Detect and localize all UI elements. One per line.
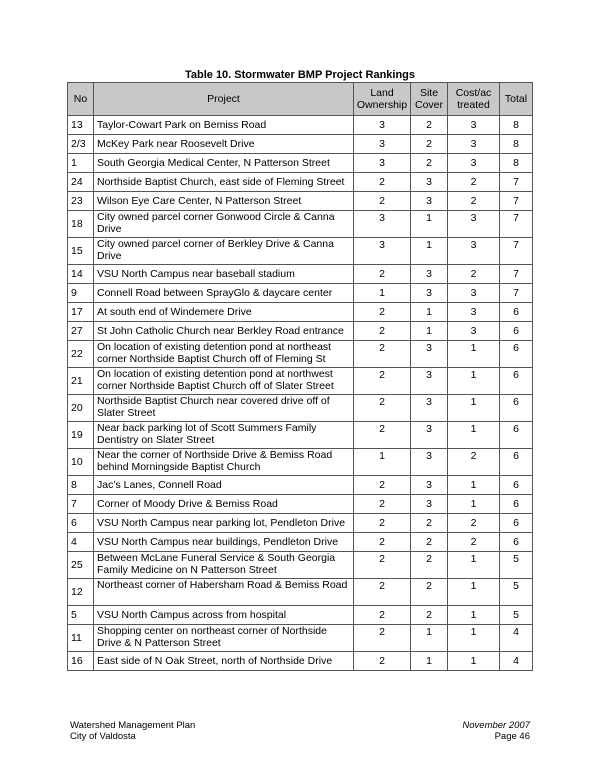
cell-cost-ac-treated: 3 (448, 154, 500, 173)
cell-cost-ac-treated: 3 (448, 238, 500, 265)
cell-no: 18 (68, 211, 94, 238)
cell-site-cover: 2 (411, 116, 448, 135)
cell-land-ownership: 2 (354, 476, 411, 495)
cell-project: City owned parcel corner of Berkley Drive & Canna Drive (94, 238, 354, 265)
table-row (68, 341, 533, 368)
cell-project: St John Catholic Church near Berkley Road entrance (94, 322, 354, 341)
table-row (68, 173, 533, 192)
cell-land-ownership: 2 (354, 192, 411, 211)
project-rankings-table (67, 82, 533, 671)
cell-cost-ac-treated: 1 (448, 606, 500, 625)
cell-no: 11 (68, 625, 94, 652)
cell-project: South Georgia Medical Center, N Patterson Street (94, 154, 354, 173)
cell-no: 19 (68, 422, 94, 449)
cell-project: On location of existing detention pond at northwest corner Northside Baptist Church off of Slater Street (94, 368, 354, 395)
cell-no: 6 (68, 514, 94, 533)
cell-site-cover: 2 (411, 154, 448, 173)
cell-cost-ac-treated: 2 (448, 449, 500, 476)
cell-site-cover: 3 (411, 395, 448, 422)
table-row (68, 265, 533, 284)
cell-site-cover: 3 (411, 368, 448, 395)
header-project: Project (94, 83, 354, 116)
table-row (68, 652, 533, 671)
cell-cost-ac-treated: 1 (448, 552, 500, 579)
cell-project: On location of existing detention pond at northeast corner Northside Baptist Church off of Fleming St (94, 341, 354, 368)
cell-land-ownership: 2 (354, 341, 411, 368)
cell-land-ownership: 1 (354, 449, 411, 476)
cell-no: 21 (68, 368, 94, 395)
cell-site-cover: 1 (411, 625, 448, 652)
table-row (68, 192, 533, 211)
cell-no: 9 (68, 284, 94, 303)
cell-total: 4 (500, 625, 533, 652)
cell-no: 12 (68, 579, 94, 606)
cell-land-ownership: 3 (354, 211, 411, 238)
cell-project: Northside Baptist Church, east side of Fleming Street (94, 173, 354, 192)
cell-land-ownership: 2 (354, 368, 411, 395)
cell-no: 20 (68, 395, 94, 422)
cell-cost-ac-treated: 1 (448, 652, 500, 671)
cell-no: 5 (68, 606, 94, 625)
cell-project: Between McLane Funeral Service & South Georgia Family Medicine on N Patterson Street (94, 552, 354, 579)
cell-cost-ac-treated: 2 (448, 192, 500, 211)
cell-land-ownership: 2 (354, 265, 411, 284)
cell-site-cover: 2 (411, 514, 448, 533)
cell-total: 6 (500, 303, 533, 322)
table-row (68, 284, 533, 303)
cell-project: Near back parking lot of Scott Summers Family Dentistry on Slater Street (94, 422, 354, 449)
cell-cost-ac-treated: 1 (448, 395, 500, 422)
cell-land-ownership: 3 (354, 135, 411, 154)
cell-site-cover: 1 (411, 211, 448, 238)
cell-project: Taylor-Cowart Park on Bemiss Road (94, 116, 354, 135)
cell-cost-ac-treated: 1 (448, 422, 500, 449)
table-row (68, 552, 533, 579)
cell-total: 7 (500, 284, 533, 303)
cell-total: 6 (500, 422, 533, 449)
cell-no: 1 (68, 154, 94, 173)
cell-land-ownership: 2 (354, 303, 411, 322)
cell-site-cover: 1 (411, 303, 448, 322)
table-row (68, 395, 533, 422)
cell-site-cover: 1 (411, 238, 448, 265)
cell-land-ownership: 3 (354, 116, 411, 135)
cell-cost-ac-treated: 3 (448, 284, 500, 303)
cell-no: 16 (68, 652, 94, 671)
cell-site-cover: 3 (411, 449, 448, 476)
cell-land-ownership: 2 (354, 625, 411, 652)
cell-site-cover: 1 (411, 652, 448, 671)
cell-cost-ac-treated: 1 (448, 341, 500, 368)
cell-land-ownership: 2 (354, 514, 411, 533)
cell-no: 10 (68, 449, 94, 476)
cell-land-ownership: 1 (354, 284, 411, 303)
cell-no: 23 (68, 192, 94, 211)
cell-land-ownership: 3 (354, 154, 411, 173)
cell-no: 4 (68, 533, 94, 552)
cell-total: 6 (500, 495, 533, 514)
cell-site-cover: 3 (411, 422, 448, 449)
table-row (68, 322, 533, 341)
cell-site-cover: 3 (411, 192, 448, 211)
cell-land-ownership: 2 (354, 322, 411, 341)
cell-project: Near the corner of Northside Drive & Bemiss Road behind Morningside Baptist Church (94, 449, 354, 476)
table-title: Table 10. Stormwater BMP Project Rankings (184, 69, 416, 81)
cell-cost-ac-treated: 3 (448, 211, 500, 238)
table-row (68, 579, 533, 606)
table-row (68, 368, 533, 395)
cell-project: VSU North Campus near baseball stadium (94, 265, 354, 284)
cell-site-cover: 3 (411, 284, 448, 303)
cell-total: 7 (500, 211, 533, 238)
cell-project: VSU North Campus near buildings, Pendleton Drive (94, 533, 354, 552)
cell-project: Shopping center on northeast corner of Northside Drive & N Patterson Street (94, 625, 354, 652)
footer-document-name: Watershed Management Plan (70, 720, 196, 731)
footer-left (70, 720, 195, 742)
table-row (68, 116, 533, 135)
cell-project: Corner of Moody Drive & Bemiss Road (94, 495, 354, 514)
cell-total: 7 (500, 238, 533, 265)
cell-total: 6 (500, 395, 533, 422)
cell-site-cover: 3 (411, 265, 448, 284)
cell-total: 7 (500, 265, 533, 284)
cell-total: 6 (500, 514, 533, 533)
cell-land-ownership: 3 (354, 238, 411, 265)
cell-no: 2/3 (68, 135, 94, 154)
cell-cost-ac-treated: 3 (448, 322, 500, 341)
cell-total: 8 (500, 154, 533, 173)
cell-site-cover: 3 (411, 476, 448, 495)
cell-site-cover: 2 (411, 135, 448, 154)
cell-no: 15 (68, 238, 94, 265)
table-row (68, 211, 533, 238)
cell-site-cover: 2 (411, 606, 448, 625)
cell-land-ownership: 2 (354, 422, 411, 449)
cell-project: East side of N Oak Street, north of Northside Drive (94, 652, 354, 671)
cell-cost-ac-treated: 3 (448, 116, 500, 135)
cell-no: 7 (68, 495, 94, 514)
table-row (68, 238, 533, 265)
cell-cost-ac-treated: 1 (448, 368, 500, 395)
cell-site-cover: 1 (411, 322, 448, 341)
cell-project: Northside Baptist Church near covered drive off of Slater Street (94, 395, 354, 422)
cell-total: 6 (500, 341, 533, 368)
cell-no: 25 (68, 552, 94, 579)
cell-cost-ac-treated: 3 (448, 303, 500, 322)
cell-land-ownership: 2 (354, 495, 411, 514)
cell-land-ownership: 2 (354, 395, 411, 422)
cell-cost-ac-treated: 1 (448, 476, 500, 495)
table-row (68, 606, 533, 625)
table-row (68, 422, 533, 449)
cell-total: 7 (500, 173, 533, 192)
footer-organization: City of Valdosta (70, 731, 136, 742)
cell-project: City owned parcel corner Gonwood Circle & Canna Drive (94, 211, 354, 238)
header-total: Total (500, 83, 533, 116)
cell-total: 6 (500, 533, 533, 552)
cell-no: 13 (68, 116, 94, 135)
cell-project: Northeast corner of Habersham Road & Bemiss Road (94, 579, 354, 606)
table-row (68, 154, 533, 173)
cell-site-cover: 3 (411, 341, 448, 368)
cell-site-cover: 2 (411, 533, 448, 552)
cell-land-ownership: 2 (354, 173, 411, 192)
cell-no: 24 (68, 173, 94, 192)
cell-no: 22 (68, 341, 94, 368)
table-row (68, 533, 533, 552)
cell-no: 27 (68, 322, 94, 341)
cell-cost-ac-treated: 1 (448, 625, 500, 652)
cell-total: 5 (500, 606, 533, 625)
cell-land-ownership: 2 (354, 552, 411, 579)
cell-land-ownership: 2 (354, 652, 411, 671)
cell-site-cover: 3 (411, 173, 448, 192)
cell-total: 8 (500, 135, 533, 154)
footer-date: November 2007 (462, 720, 530, 731)
cell-total: 6 (500, 368, 533, 395)
cell-cost-ac-treated: 1 (448, 579, 500, 606)
header-no: No (68, 83, 94, 116)
cell-no: 8 (68, 476, 94, 495)
header-site-cover: Site Cover (411, 83, 448, 116)
table-row (68, 476, 533, 495)
cell-land-ownership: 2 (354, 533, 411, 552)
cell-site-cover: 2 (411, 552, 448, 579)
table-body (68, 116, 533, 671)
cell-no: 14 (68, 265, 94, 284)
cell-total: 6 (500, 322, 533, 341)
cell-total: 5 (500, 579, 533, 606)
table-header-row (68, 83, 533, 116)
cell-site-cover: 3 (411, 495, 448, 514)
footer-page-number: Page 46 (494, 731, 530, 742)
cell-site-cover: 2 (411, 579, 448, 606)
cell-total: 6 (500, 476, 533, 495)
cell-no: 17 (68, 303, 94, 322)
cell-total: 8 (500, 116, 533, 135)
cell-total: 7 (500, 192, 533, 211)
table-row (68, 303, 533, 322)
header-cost-ac-treated: Cost/ac treated (448, 83, 500, 116)
cell-project: VSU North Campus near parking lot, Pendleton Drive (94, 514, 354, 533)
cell-cost-ac-treated: 2 (448, 514, 500, 533)
cell-project: Jac’s Lanes, Connell Road (94, 476, 354, 495)
table-row (68, 449, 533, 476)
cell-project: McKey Park near Roosevelt Drive (94, 135, 354, 154)
cell-project: Wilson Eye Care Center, N Patterson Street (94, 192, 354, 211)
cell-project: At south end of Windemere Drive (94, 303, 354, 322)
table-row (68, 514, 533, 533)
cell-project: VSU North Campus across from hospital (94, 606, 354, 625)
cell-total: 4 (500, 652, 533, 671)
cell-cost-ac-treated: 2 (448, 265, 500, 284)
table-row (68, 495, 533, 514)
table-row (68, 625, 533, 652)
cell-land-ownership: 2 (354, 606, 411, 625)
cell-cost-ac-treated: 2 (448, 173, 500, 192)
cell-cost-ac-treated: 3 (448, 135, 500, 154)
cell-land-ownership: 2 (354, 579, 411, 606)
footer-right (462, 720, 530, 742)
cell-project: Connell Road between SprayGlo & daycare center (94, 284, 354, 303)
cell-cost-ac-treated: 2 (448, 533, 500, 552)
cell-total: 6 (500, 449, 533, 476)
header-land-ownership: Land Ownership (354, 83, 411, 116)
table-row (68, 135, 533, 154)
cell-cost-ac-treated: 1 (448, 495, 500, 514)
cell-total: 5 (500, 552, 533, 579)
